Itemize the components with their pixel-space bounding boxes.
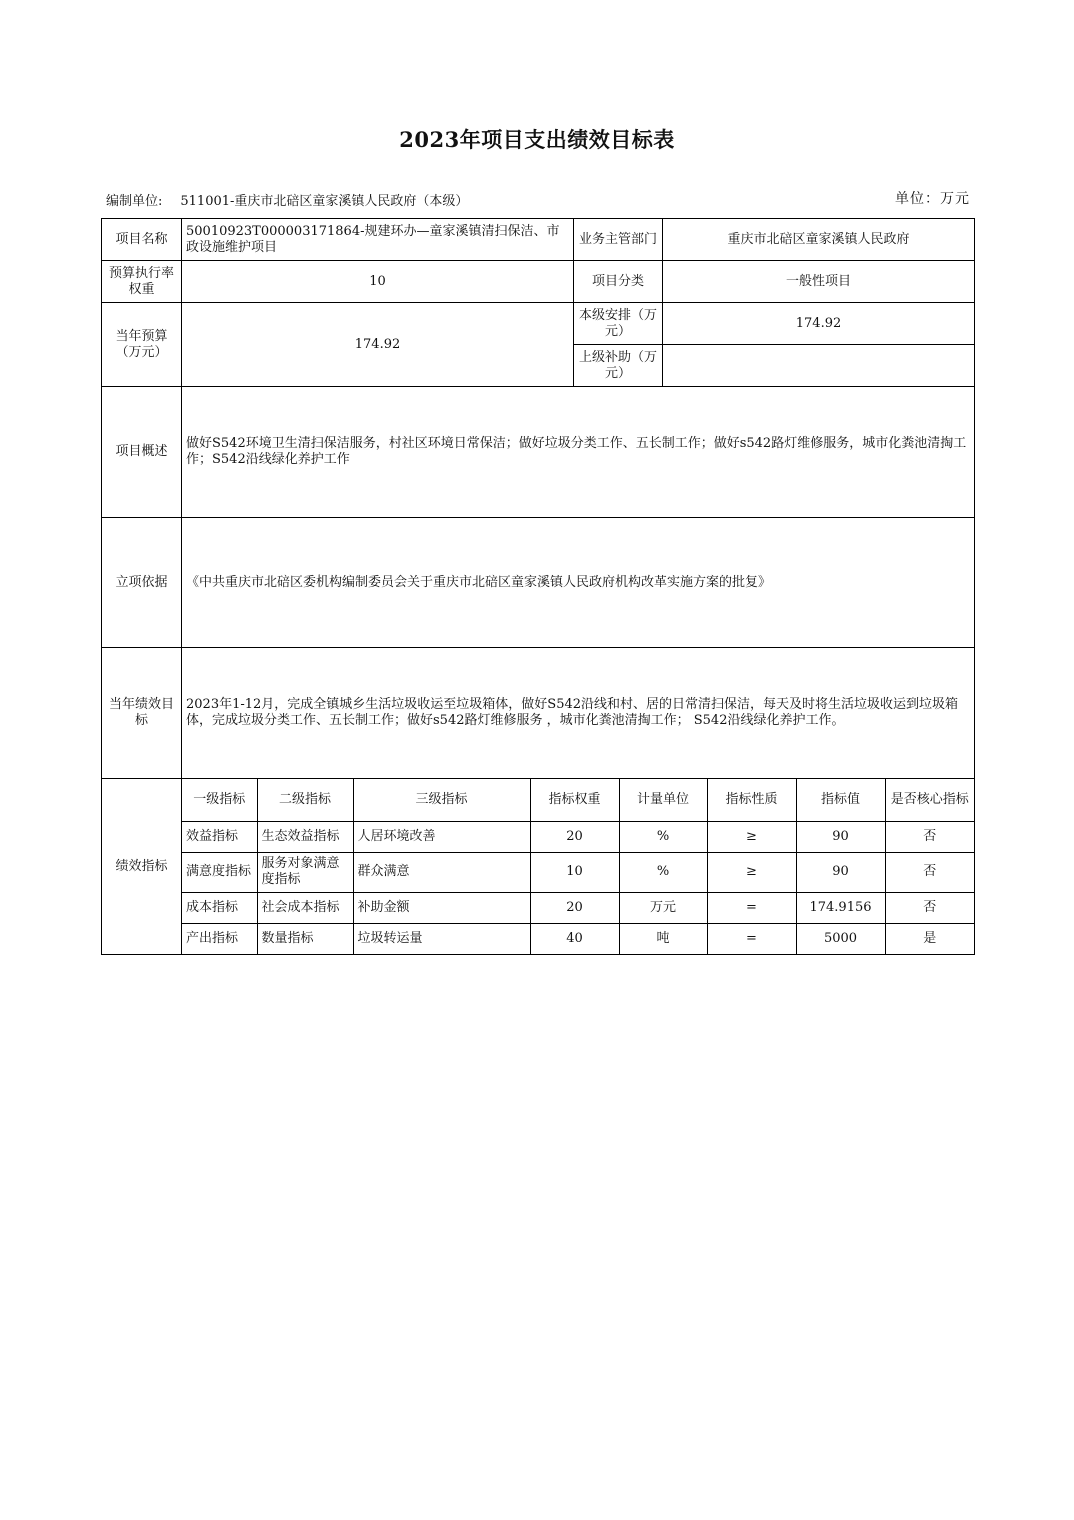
basis-value: 《中共重庆市北碚区委机构编制委员会关于重庆市北碚区童家溪镇人民政府机构改革实施方案的批复》 (182, 518, 975, 648)
table-cell: 生态效益指标 (257, 821, 353, 852)
project-name-label: 项目名称 (102, 219, 182, 261)
budget-value: 174.92 (182, 303, 574, 387)
overview-value: 做好S542环境卫生清扫保洁服务，村社区环境日常保洁；做好垃圾分类工作、五长制工作；做好s542路灯维修服务，城市化粪池清掏工作；S542沿线绿化养护工作 (182, 387, 975, 518)
table-cell: 人居环境改善 (353, 821, 530, 852)
indicator-header: 指标权重 (530, 779, 619, 821)
table-cell: ≥ (707, 821, 796, 852)
table-cell: 补助金额 (353, 892, 530, 923)
goal-value: 2023年1-12月，完成全镇城乡生活垃圾收运至垃圾箱体，做好S542沿线和村、居的日常清扫保洁，每天及时将生活垃圾收运到垃圾箱体，完成垃圾分类工作、五长制工作；做好s542路灯维修服务 ，城市化粪池清掏工作； S542沿线绿化养护工作。 (182, 648, 975, 779)
table-cell: 否 (885, 821, 974, 852)
budget-label: 当年预算（万元） (102, 303, 182, 387)
weight-value: 10 (182, 261, 574, 303)
table-cell: 20 (530, 892, 619, 923)
dept-value: 重庆市北碚区童家溪镇人民政府 (663, 219, 975, 261)
table-cell: 群众满意 (353, 852, 530, 892)
indicator-table (182, 779, 974, 954)
local-funding-value: 174.92 (663, 303, 975, 345)
performance-table (101, 218, 975, 955)
table-row (182, 892, 974, 923)
table-row (182, 923, 974, 954)
table-cell: 90 (796, 852, 885, 892)
table-cell: 产出指标 (182, 923, 257, 954)
table-cell: 数量指标 (257, 923, 353, 954)
table-cell: 否 (885, 852, 974, 892)
table-cell: = (707, 923, 796, 954)
table-cell: 效益指标 (182, 821, 257, 852)
table-cell: 满意度指标 (182, 852, 257, 892)
upper-funding-value (663, 345, 975, 387)
table-cell: 40 (530, 923, 619, 954)
weight-label: 预算执行率权重 (102, 261, 182, 303)
dept-label: 业务主管部门 (574, 219, 663, 261)
table-cell: 吨 (619, 923, 707, 954)
indicator-header: 二级指标 (257, 779, 353, 821)
table-cell: = (707, 892, 796, 923)
table-cell: 否 (885, 892, 974, 923)
local-funding-label: 本级安排（万元） (574, 303, 663, 345)
table-cell: % (619, 821, 707, 852)
table-cell: 20 (530, 821, 619, 852)
upper-funding-label: 上级补助（万元） (574, 345, 663, 387)
table-row (182, 821, 974, 852)
table-row (182, 852, 974, 892)
overview-label: 项目概述 (102, 387, 182, 518)
goal-label: 当年绩效目标 (102, 648, 182, 779)
table-cell: 服务对象满意度指标 (257, 852, 353, 892)
page-title: 2023年项目支出绩效目标表 (399, 127, 675, 152)
indicator-header: 是否核心指标 (885, 779, 974, 821)
table-cell: 万元 (619, 892, 707, 923)
indicator-cell (182, 779, 975, 955)
table-cell: 90 (796, 821, 885, 852)
table-cell: 是 (885, 923, 974, 954)
compile-unit (106, 190, 468, 209)
table-cell: 10 (530, 852, 619, 892)
indicator-header: 指标值 (796, 779, 885, 821)
indicator-header: 指标性质 (707, 779, 796, 821)
table-cell: 垃圾转运量 (353, 923, 530, 954)
table-cell: 成本指标 (182, 892, 257, 923)
table-cell: % (619, 852, 707, 892)
category-value: 一般性项目 (663, 261, 975, 303)
indicator-header: 一级指标 (182, 779, 257, 821)
project-name-value: 50010923T000003171864-规建环办—童家溪镇清扫保洁、市政设施维护项目 (182, 219, 574, 261)
table-cell: ≥ (707, 852, 796, 892)
basis-label: 立项依据 (102, 518, 182, 648)
table-cell: 174.9156 (796, 892, 885, 923)
table-cell: 社会成本指标 (257, 892, 353, 923)
indicator-header: 三级指标 (353, 779, 530, 821)
currency-unit: 单位：万元 (895, 191, 970, 207)
compile-unit-label: 编制单位: (106, 194, 163, 209)
indicator-label: 绩效指标 (102, 779, 182, 955)
table-cell: 5000 (796, 923, 885, 954)
category-label: 项目分类 (574, 261, 663, 303)
indicator-header: 计量单位 (619, 779, 707, 821)
compile-unit-value: 511001-重庆市北碚区童家溪镇人民政府（本级） (180, 194, 469, 209)
